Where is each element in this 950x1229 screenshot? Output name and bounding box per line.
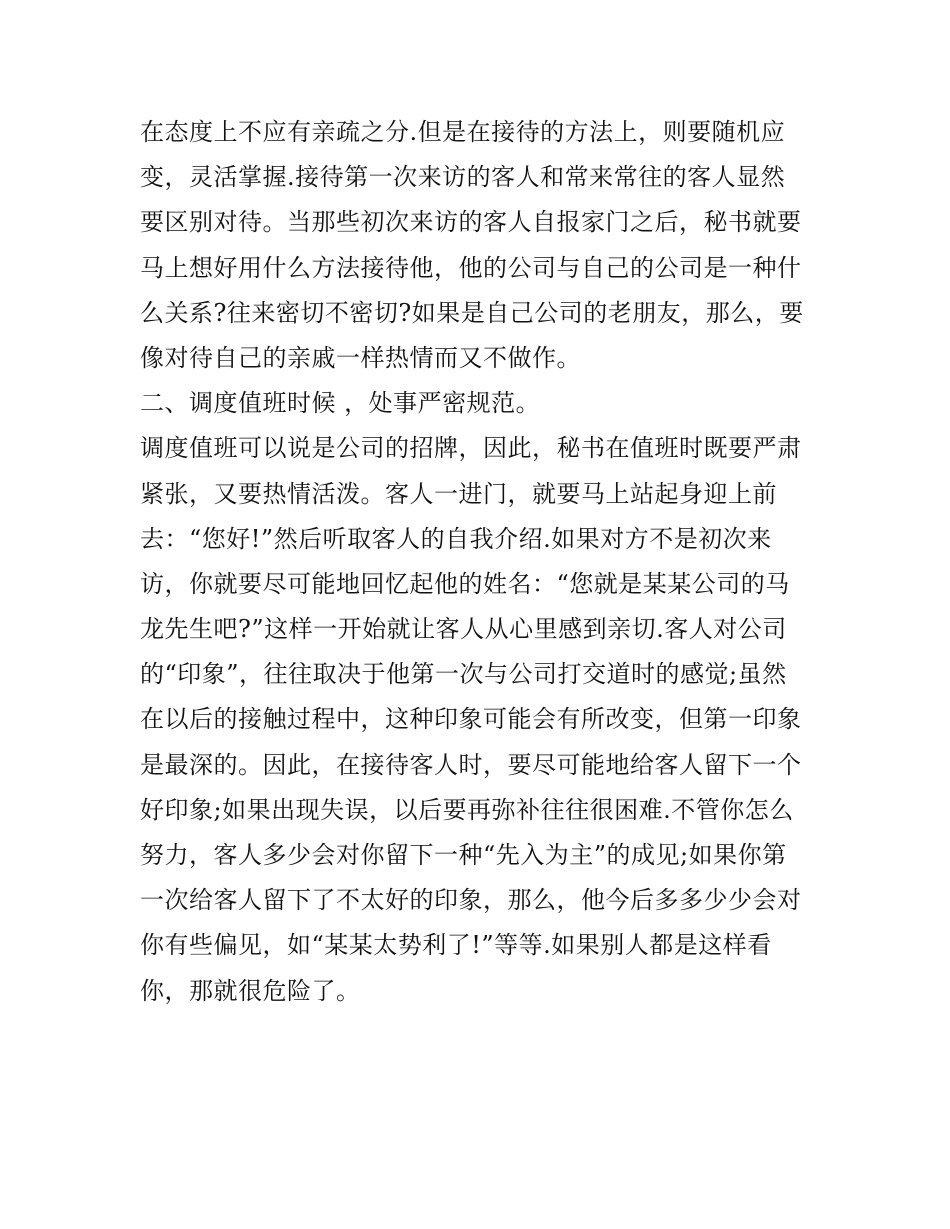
text-line: 好印象;如果出现失误，以后要再弥补往往很困难.不管你怎么 <box>140 795 794 824</box>
text-line: 去：“您好!”然后听取客人的自我介绍.如果对方不是初次来 <box>140 524 772 553</box>
text-line: 的“印象”，往往取决于他第一次与公司打交道时的感觉;虽然 <box>140 660 787 689</box>
text-line: 调度值班可以说是公司的招牌，因此，秘书在值班时既要严肃 <box>140 434 802 463</box>
text-line: 在以后的接触过程中，这种印象可能会有所改变，但第一印象 <box>140 705 802 734</box>
text-line: 变，灵活掌握.接待第一次来访的客人和常来常往的客人显然 <box>140 163 786 192</box>
text-line: 在态度上不应有亲疏之分.但是在接待的方法上，则要随机应 <box>140 118 786 146</box>
text-line: 你有些偏见，如“某某太势利了!”等等.如果别人都是这样看 <box>140 931 772 960</box>
text-line: 么关系?往来密切不密切?如果是自己公司的老朋友，那么，要 <box>140 298 804 327</box>
text-line: 努力，客人多少会对你留下一种“先入为主”的成见;如果你第 <box>140 841 787 869</box>
text-line: 像对待自己的亲戚一样热情而又不做作。 <box>140 343 581 372</box>
body-text <box>140 110 840 1014</box>
section-heading: 二、调度值班时候 ，处事严密规范。 <box>140 389 541 418</box>
text-line: 一次给客人留下了不太好的印象，那么，他今后多多少少会对 <box>140 886 802 915</box>
text-line: 访，你就要尽可能地回忆起他的姓名：“您就是某某公司的马 <box>140 569 790 598</box>
text-line: 龙先生吧?”这样一开始就让客人从心里感到亲切.客人对公司 <box>140 615 787 644</box>
text-line: 紧张，又要热情活泼。客人一进门，就要马上站起身迎上前 <box>140 479 777 508</box>
text-line: 要区别对待。当那些初次来访的客人自报家门之后，秘书就要 <box>140 208 802 237</box>
text-line: 你，那就很危险了。 <box>140 976 361 1005</box>
text-line: 马上想好用什么方法接待他，他的公司与自己的公司是一种什 <box>140 253 802 282</box>
text-line: 是最深的。因此，在接待客人时，要尽可能地给客人留下一个 <box>140 750 802 779</box>
